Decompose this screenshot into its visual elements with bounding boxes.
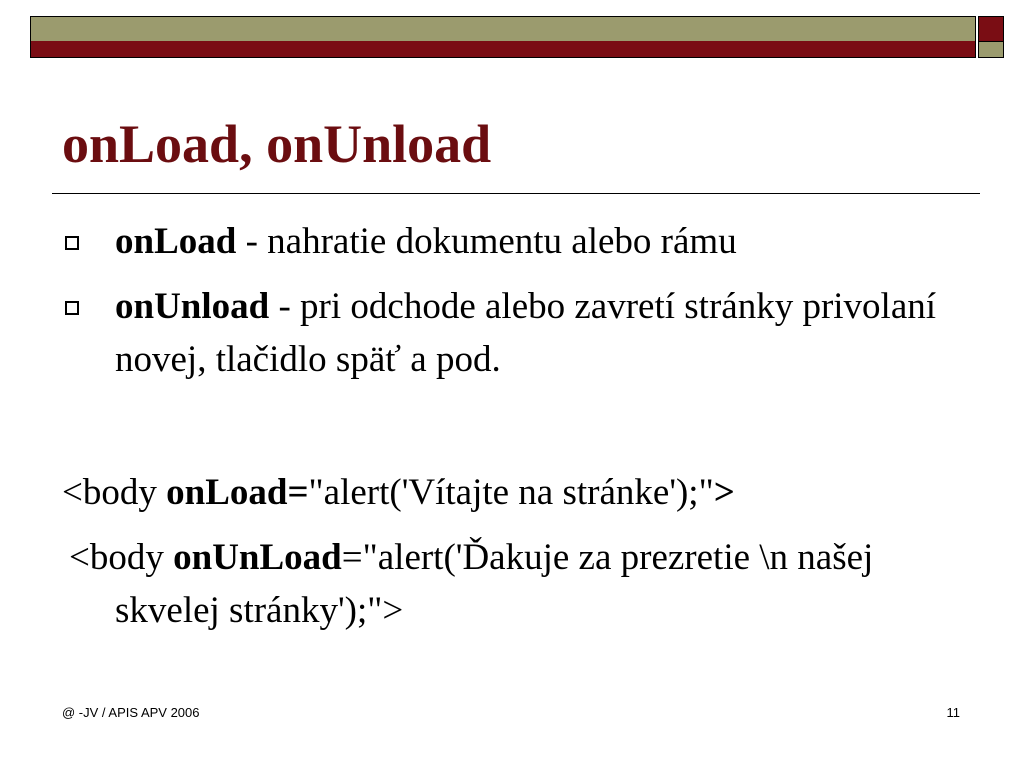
header-corner-olive-square — [978, 41, 1004, 58]
bullet-term: onUnload — [115, 286, 270, 327]
code-line-onload — [62, 466, 972, 519]
slide-title: onLoad, onUnload — [62, 114, 492, 174]
bullet-item-onunload — [62, 280, 972, 386]
title-divider — [52, 193, 980, 194]
header-corner-maroon-square — [978, 16, 1004, 42]
code-attribute-value: ="alert('Ďakuje za prezretie \n našej skvelej stránky');"> — [115, 537, 874, 631]
bullet-list — [62, 215, 972, 398]
header-decoration-band — [30, 16, 976, 58]
code-line-onunload — [62, 531, 972, 637]
header-band-olive-stripe — [31, 17, 975, 41]
code-attribute: onUnLoad — [173, 537, 342, 578]
code-attribute-value: "alert('Vítajte na stránke');" — [308, 472, 714, 513]
bullet-item-onload — [62, 215, 972, 268]
footer-credit: @ -JV / APIS APV 2006 — [62, 705, 200, 720]
code-tag-open: <body — [62, 472, 167, 513]
bullet-term: onLoad — [115, 221, 237, 262]
bullet-description: - nahratie dokumentu alebo rámu — [236, 221, 737, 262]
header-band-maroon-stripe — [31, 41, 975, 57]
hollow-square-bullet-icon — [65, 301, 79, 315]
code-tag-close: > — [713, 472, 735, 513]
code-attribute: onLoad= — [166, 472, 309, 513]
code-examples — [62, 466, 972, 637]
bullet-description: - pri odchode alebo zavretí stránky privolaní novej, tlačidlo späť a pod. — [115, 286, 937, 380]
code-tag-open: <body — [69, 537, 174, 578]
hollow-square-bullet-icon — [65, 236, 79, 250]
slide-number: 11 — [946, 705, 960, 720]
